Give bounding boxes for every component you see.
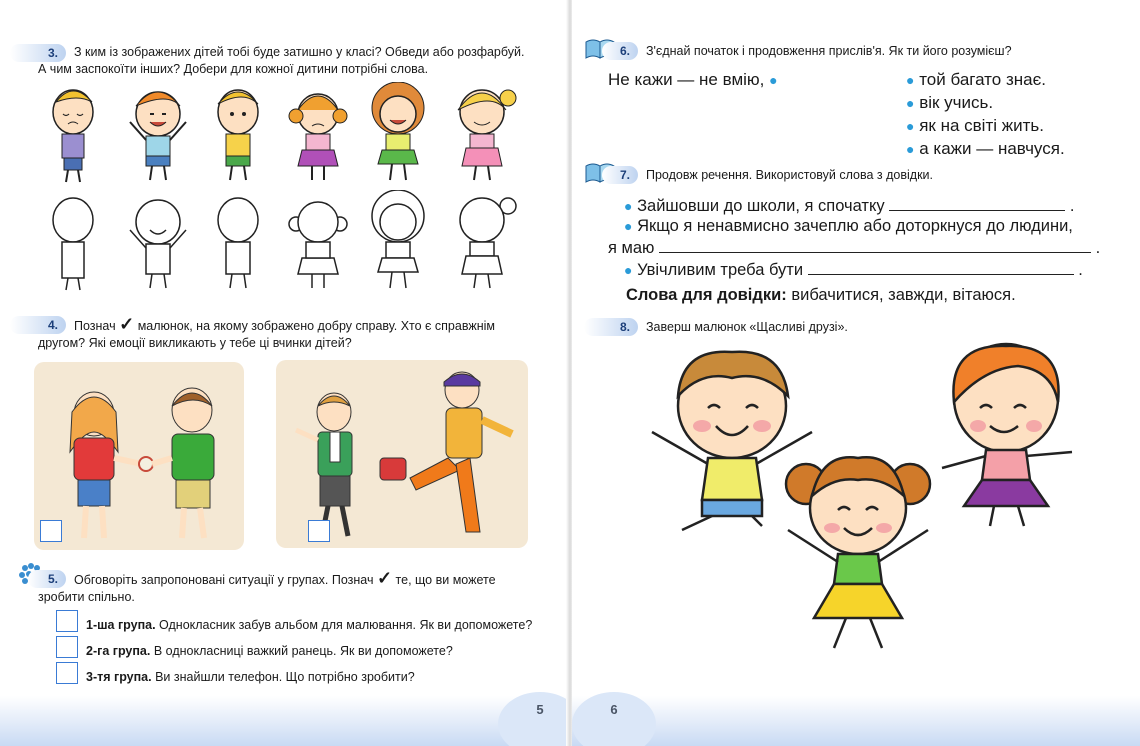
hint-words-list: вибачитися, завжди, вітаюся. [791, 286, 1016, 304]
connect-dot-1[interactable]: ● [906, 72, 915, 88]
checkmark-icon: ✓ [376, 568, 393, 588]
bullet-2: ● [624, 218, 633, 234]
answer-line-2[interactable] [659, 238, 1091, 253]
child-happy-boy-colored [130, 92, 186, 180]
task-4-line1-b: малюнок, на якому зображено добру справу. Хто є справжнім [137, 319, 495, 333]
connect-dot-3[interactable]: ● [906, 118, 915, 134]
task-8-badge [584, 318, 638, 336]
proverb-ending-2-text: вік учись. [919, 93, 994, 112]
sentence-2b-text: я маю [608, 239, 655, 257]
child-happy-boy-outline [130, 200, 186, 288]
child-blonde-girl-outline [460, 198, 516, 288]
teen-orange-outfit [410, 372, 512, 532]
child-curly-girl-colored [372, 82, 424, 180]
task-8-prompt: Заверш малюнок «Щасливі друзі». [646, 320, 848, 334]
left-page [0, 0, 568, 746]
friend-girl-curly [786, 457, 930, 648]
sentence-2-continued: я маю . [608, 239, 1101, 257]
proverb-ending-2 [906, 93, 993, 113]
connect-dot-2[interactable]: ● [906, 95, 915, 111]
scene-sharing-apple [34, 362, 244, 550]
happy-friends-drawing [612, 340, 1132, 660]
page-number-5-text: 5 [536, 702, 544, 717]
friend-girl-ginger [942, 344, 1072, 526]
task-5-line1-a: Обговоріть запропоновані ситуації у групах. Познач [74, 573, 374, 587]
child-curly-girl-outline [372, 190, 424, 288]
scene-2-checkbox[interactable] [308, 520, 330, 542]
connect-dot-4[interactable]: ● [906, 141, 915, 157]
group-2-name: 2-га група. [86, 644, 151, 658]
proverb-ending-1-text: той багато знає. [919, 70, 1046, 89]
right-page [572, 0, 1140, 746]
page-number-6-text: 6 [610, 702, 618, 717]
task-5-line1-b: те, що ви можете [395, 573, 496, 587]
task-5-prompt [38, 570, 538, 606]
bullet-1: ● [624, 198, 633, 214]
boy-green-vest [296, 393, 352, 536]
task-7-number: 7. [619, 168, 630, 182]
scene-1-checkbox[interactable] [40, 520, 62, 542]
task-4-prompt [38, 316, 532, 352]
answer-line-3[interactable] [808, 260, 1074, 275]
group-2-text: В однокласниці важкий ранець. Як ви допоможете? [153, 644, 453, 658]
proverb-ending-4-text: а кажи — навчуся. [919, 139, 1065, 158]
answer-line-1[interactable] [889, 196, 1065, 211]
child-crying-colored [53, 90, 93, 182]
outline-children-row [38, 190, 548, 296]
sentence-1: ● Зайшовши до школи, я спочатку . [624, 197, 1075, 215]
proverb-ending-4 [906, 139, 1065, 159]
group-1-checkbox[interactable] [56, 610, 78, 632]
hint-words [626, 286, 1016, 305]
group-3-checkbox[interactable] [56, 662, 78, 684]
task-7-prompt: Продовж речення. Використовуй слова з довідки. [646, 168, 933, 182]
child-shy-boy-colored [218, 90, 258, 180]
task-3-number: 3. [47, 46, 58, 60]
sentence-2-text: Якщо я ненавмисно зачеплю або доторкнуся до людини, [637, 217, 1073, 235]
child-sad-girl-outline [289, 202, 347, 288]
friend-boy [652, 352, 812, 530]
connect-dot-start[interactable]: ● [769, 72, 778, 88]
task-5-number: 5. [47, 572, 58, 586]
task-6-prompt: З'єднай початок і продовження прислів'я. Як ти його розумієш? [646, 44, 1012, 58]
group-1-line [86, 618, 532, 632]
sentence-1-text: Зайшовши до школи, я спочатку [637, 197, 885, 215]
group-1-text: Однокласник забув альбом для малювання. Як ви допоможете? [159, 618, 533, 632]
group-2-checkbox[interactable] [56, 636, 78, 658]
girl-red-shirt [70, 392, 142, 538]
proverb-ending-3-text: як на світі жить. [919, 116, 1044, 135]
child-shy-boy-outline [218, 198, 258, 288]
child-crying-outline [53, 198, 93, 290]
task-4-line2: другом? Які емоції викликають у тебе ці вчинки дітей? [38, 336, 352, 350]
child-sad-girl-colored [289, 94, 347, 180]
task-3-prompt [38, 44, 558, 78]
colored-children-row [38, 82, 548, 188]
bullet-3: ● [624, 262, 633, 278]
hint-label: Слова для довідки: [626, 286, 787, 304]
task-7-badge [602, 166, 638, 184]
checkmark-icon: ✓ [119, 314, 135, 334]
task-8-number: 8. [619, 320, 630, 334]
group-3-line [86, 670, 415, 684]
task-4-number: 4. [47, 318, 58, 332]
group-2-line [86, 644, 453, 658]
boy-green-shirt [152, 388, 214, 538]
sharing-apple-illustration [34, 362, 244, 550]
task-3-line1: З ким із зображених дітей тобі буде затишно у класі? Обведи або розфарбуй. [74, 45, 525, 59]
task-6-badge [602, 42, 638, 60]
proverb-start-text: Не кажи — не вмію, [608, 70, 765, 89]
group-3-text: Ви знайшли телефон. Що потрібно зробити? [155, 670, 415, 684]
group-3-name: 3-тя група. [86, 670, 152, 684]
school-bag-icon [380, 458, 406, 480]
proverb-ending-1 [906, 70, 1046, 90]
proverb-start [608, 70, 778, 90]
left-footer [0, 696, 568, 746]
sentence-3: ● Увічливим треба бути . [624, 261, 1083, 279]
proverb-ending-3 [906, 116, 1044, 136]
task-5-line2: зробити спільно. [38, 590, 135, 604]
apple-icon [139, 457, 153, 471]
task-6-number: 6. [619, 44, 630, 58]
sentence-2 [624, 217, 1073, 236]
task-3-line2: А чим заспокоїти інших? Добери для кожної дитини потрібні слова. [38, 62, 429, 76]
right-footer [572, 696, 1140, 746]
sentence-3-text: Увічливим треба бути [637, 261, 804, 279]
task-4-line1-a: Познач [74, 319, 116, 333]
child-blonde-girl-colored [458, 90, 516, 180]
group-1-name: 1-ша група. [86, 618, 156, 632]
